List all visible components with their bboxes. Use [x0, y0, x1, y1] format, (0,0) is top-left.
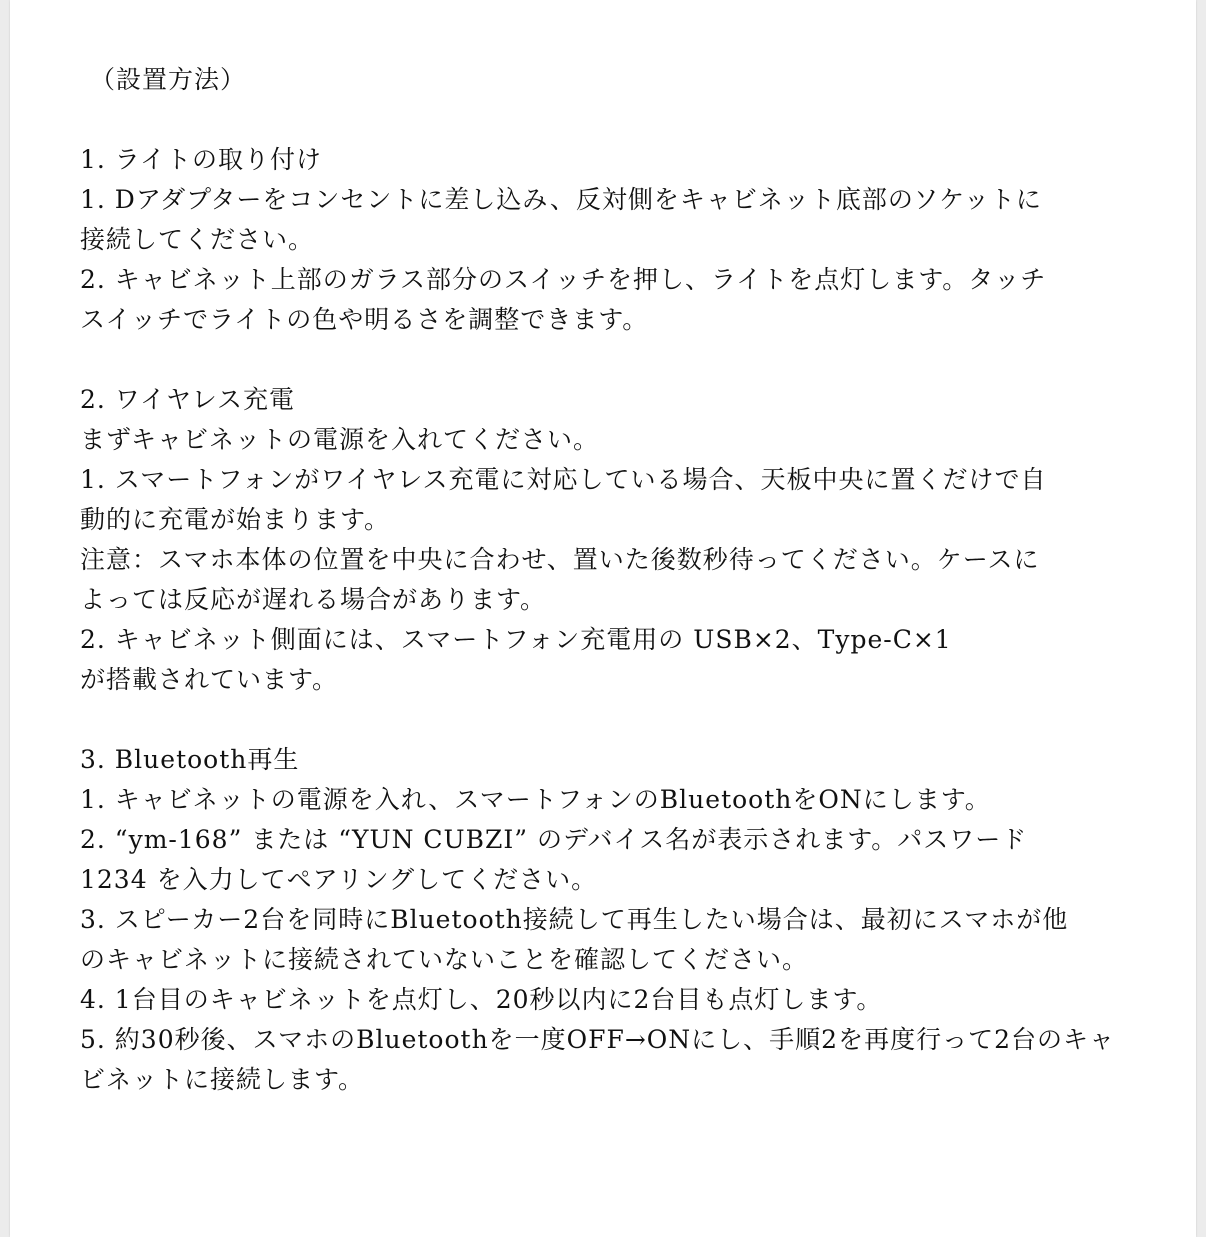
- document-body: [80, 60, 1130, 1100]
- document-page: [10, 0, 1196, 1237]
- paragraph-line: 2. キャビネット上部のガラス部分のスイッチを押し、ライトを点灯します。タッチ: [80, 265, 1047, 294]
- paragraph-line: 3. スピーカー2台を同時にBluetooth接続して再生したい場合は、最初にスマホが他: [80, 905, 1069, 934]
- spacer: [80, 700, 1130, 740]
- spacer: [80, 100, 1130, 140]
- section-heading: 3. Bluetooth再生: [80, 745, 300, 774]
- paragraph-line: 接続してください。: [80, 225, 315, 254]
- paragraph-line: 1. Dアダプターをコンセントに差し込み、反対側をキャビネット底部のソケットに: [80, 185, 1042, 214]
- section-light-installation: [80, 140, 1130, 340]
- paragraph-line: よっては反応が遅れる場合があります。: [80, 585, 547, 614]
- paragraph-line: 1. キャビネットの電源を入れ、スマートフォンのBluetoothをONにします。: [80, 785, 991, 814]
- paragraph-line: スイッチでライトの色や明るさを調整できます。: [80, 305, 649, 334]
- paragraph-line: 1. スマートフォンがワイヤレス充電に対応している場合、天板中央に置くだけで自: [80, 465, 1047, 494]
- paragraph-line: まずキャビネットの電源を入れてください。: [80, 425, 600, 454]
- paragraph-line: 1234 を入力してペアリングしてください。: [80, 865, 598, 894]
- paragraph-line: 4. 1台目のキャビネットを点灯し、20秒以内に2台目も点灯します。: [80, 985, 883, 1014]
- section-heading: 2. ワイヤレス充電: [80, 385, 296, 414]
- paragraph-line: のキャビネットに接続されていないことを確認してください。: [80, 945, 809, 974]
- spacer: [80, 340, 1130, 380]
- section-bluetooth-playback: [80, 740, 1130, 1100]
- paragraph-line: 2. キャビネット側面には、スマートフォン充電用の USB×2、Type-C×1: [80, 625, 952, 654]
- paragraph-line: ビネットに接続します。: [80, 1065, 365, 1094]
- document-title: （設置方法）: [90, 65, 247, 94]
- section-heading: 1. ライトの取り付け: [80, 145, 323, 174]
- section-wireless-charging: [80, 380, 1130, 700]
- paragraph-line: 5. 約30秒後、スマホのBluetoothを一度OFF→ONにし、手順2を再度行って2台のキャ: [80, 1025, 1115, 1054]
- paragraph-line: 動的に充電が始まります。: [80, 505, 391, 534]
- paragraph-line: が搭載されています。: [80, 665, 339, 694]
- paragraph-line: 2. “ym-168” または “YUN CUBZI” のデバイス名が表示されます。パスワード: [80, 825, 1028, 854]
- paragraph-line: 注意：スマホ本体の位置を中央に合わせ、置いた後数秒待ってください。ケースに: [80, 545, 1040, 574]
